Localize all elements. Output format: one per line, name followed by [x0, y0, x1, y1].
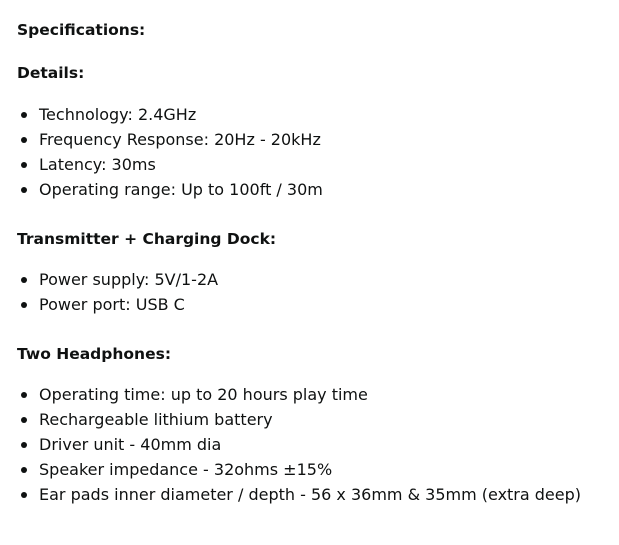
- bullet-icon: [21, 277, 27, 283]
- list-item: [17, 482, 581, 507]
- page-title: Specifications:: [17, 21, 146, 39]
- bullet-icon: [21, 442, 27, 448]
- list-item-text: Power supply: 5V/1-2A: [39, 270, 219, 289]
- list-item-text: Operating range: Up to 100ft / 30m: [39, 180, 323, 199]
- list-item-text: Speaker impedance - 32ohms ±15%: [39, 460, 333, 479]
- list-item: [17, 177, 323, 202]
- transmitter-dock-list: [17, 267, 218, 317]
- section-heading-two-headphones: Two Headphones:: [17, 345, 172, 363]
- list-item-text: Driver unit - 40mm dia: [39, 435, 222, 454]
- list-item: [17, 102, 323, 127]
- list-item: [17, 457, 581, 482]
- list-item: [17, 152, 323, 177]
- list-item: [17, 267, 218, 292]
- bullet-icon: [21, 112, 27, 118]
- list-item-text: Operating time: up to 20 hours play time: [39, 385, 368, 404]
- bullet-icon: [21, 187, 27, 193]
- list-item: [17, 292, 218, 317]
- bullet-icon: [21, 467, 27, 473]
- list-item-text: Latency: 30ms: [39, 155, 156, 174]
- list-item: [17, 407, 581, 432]
- list-item: [17, 432, 581, 457]
- list-item-text: Technology: 2.4GHz: [39, 105, 197, 124]
- bullet-icon: [21, 302, 27, 308]
- list-item: [17, 382, 581, 407]
- list-item: [17, 127, 323, 152]
- bullet-icon: [21, 137, 27, 143]
- section-heading-details: Details:: [17, 64, 85, 82]
- list-item-text: Frequency Response: 20Hz - 20kHz: [39, 130, 321, 149]
- bullet-icon: [21, 492, 27, 498]
- list-item-text: Power port: USB C: [39, 295, 185, 314]
- section-heading-transmitter-dock: Transmitter + Charging Dock:: [17, 230, 277, 248]
- bullet-icon: [21, 417, 27, 423]
- bullet-icon: [21, 392, 27, 398]
- details-list: [17, 102, 323, 202]
- two-headphones-list: [17, 382, 581, 507]
- bullet-icon: [21, 162, 27, 168]
- list-item-text: Rechargeable lithium battery: [39, 410, 273, 429]
- list-item-text: Ear pads inner diameter / depth - 56 x 36mm & 35mm (extra deep): [39, 485, 582, 504]
